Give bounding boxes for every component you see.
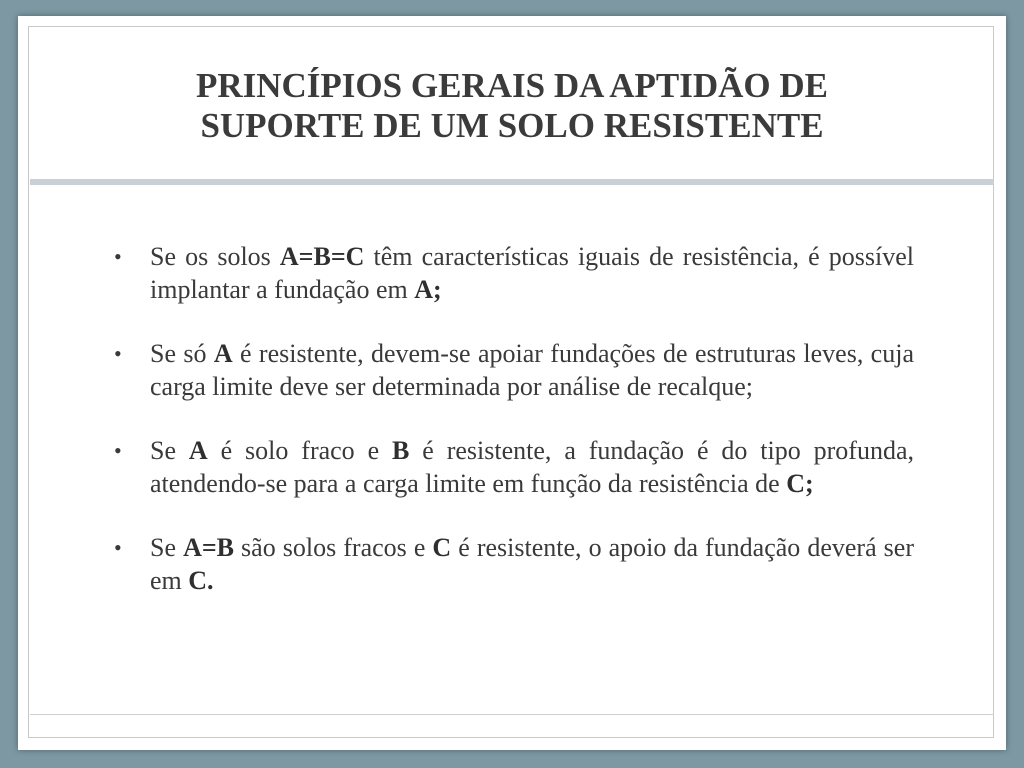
bullet-item: [106, 337, 914, 403]
bullet-text: têm características iguais de resistência, é possível implantar a fundação em: [150, 242, 914, 304]
bullet-item: [106, 240, 914, 306]
title-line-2: SUPORTE DE UM SOLO RESISTENTE: [200, 106, 824, 145]
bullet-list: [106, 240, 914, 597]
bullet-bold: A: [213, 339, 233, 368]
title-line-1: PRINCÍPIOS GERAIS DA APTIDÃO DE: [195, 66, 829, 105]
bullet-dot: •: [114, 535, 122, 560]
slide-content: [106, 240, 914, 628]
bullet-text: é solo fraco e: [207, 436, 393, 465]
slide: [18, 16, 1006, 750]
bullet-bold: B: [392, 436, 410, 465]
bullet-text: são solos fracos e: [234, 533, 433, 562]
bullet-text: Se: [150, 533, 184, 562]
bullet-bold: C;: [786, 469, 814, 498]
bullet-bold: A=B=C: [279, 242, 365, 271]
bullet-text: é resistente, o apoio da fundação deverá ser em: [150, 533, 914, 595]
slide-title: [30, 28, 994, 184]
bullet-bold: C.: [188, 566, 214, 595]
bullet-bold: C: [432, 533, 452, 562]
bullet-text: Se só: [150, 339, 214, 368]
bullet-dot: •: [114, 341, 122, 366]
bullet-text: é resistente, devem-se apoiar fundações de estruturas leves, cuja carga limite deve ser determinada por análise de recalque;: [150, 339, 914, 401]
bullet-text: Se: [150, 436, 189, 465]
bullet-bold: A: [188, 436, 208, 465]
bullet-text: Se os solos: [150, 242, 280, 271]
bullet-dot: •: [114, 438, 122, 463]
bullet-item: [106, 531, 914, 597]
bullet-bold: A;: [414, 275, 442, 304]
bullet-text: é resistente, a fundação é do tipo profunda, atendendo-se para a carga limite em função da resistência de: [150, 436, 914, 498]
bullet-dot: •: [114, 244, 122, 269]
bullet-bold: A=B: [183, 533, 234, 562]
footer-divider: [30, 714, 994, 715]
title-divider: [30, 179, 994, 185]
bullet-item: [106, 434, 914, 500]
